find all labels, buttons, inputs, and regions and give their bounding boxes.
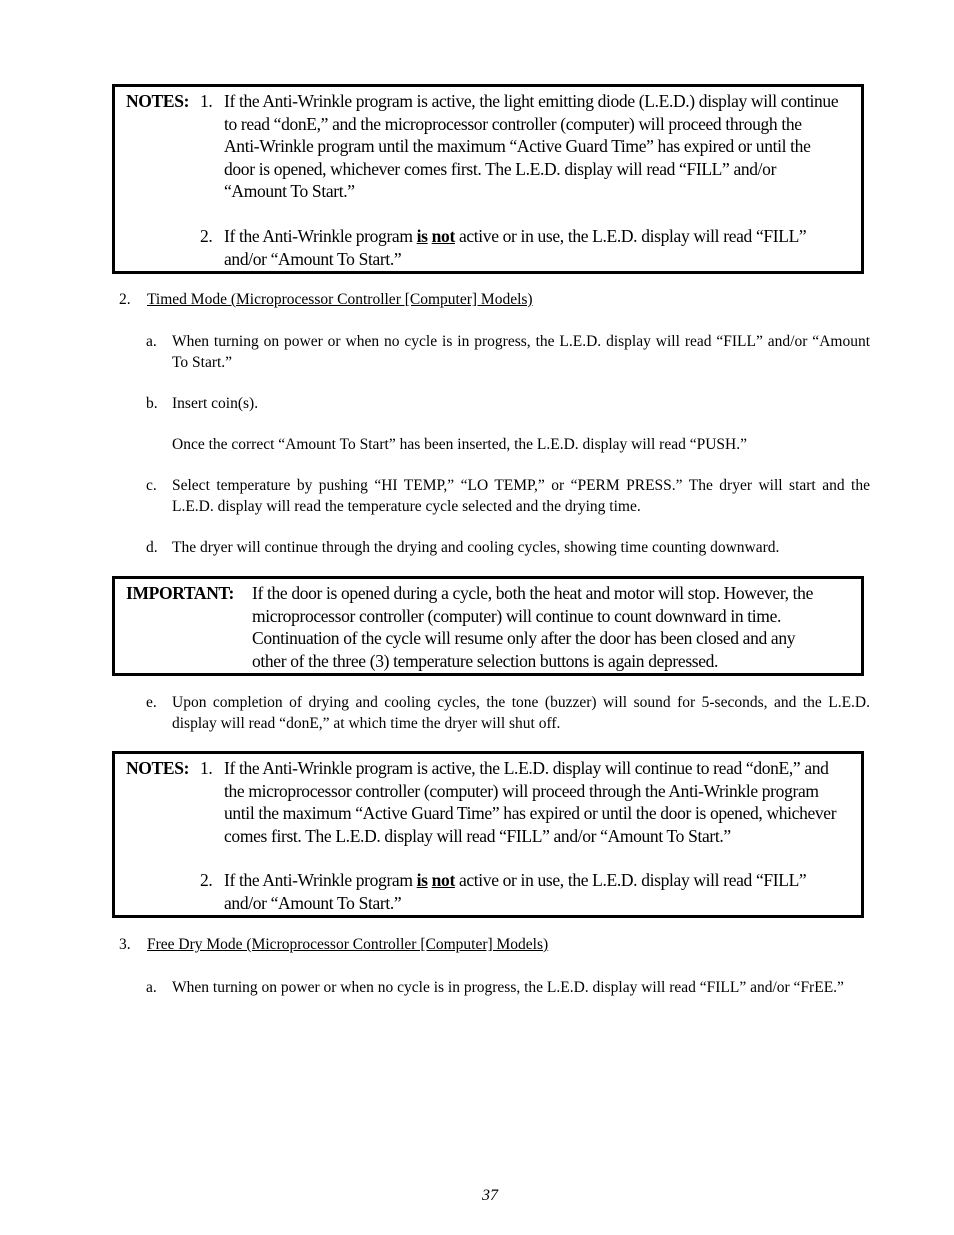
list-item <box>146 434 870 455</box>
note-line: to read “donE,” and the microprocessor controller (computer) will proceed through the <box>224 113 802 134</box>
note-span: active or in use, the L.E.D. display will read “FILL” <box>454 870 807 890</box>
emphasis-not: not <box>431 226 455 246</box>
item-text: Upon completion of drying and cooling cycles, the tone (buzzer) will sound for 5-seconds, and the L.E.D. display will read “donE,” at which time the dryer will shut off. <box>172 694 870 732</box>
important-line: other of the three (3) temperature selection buttons is again depressed. <box>252 650 719 671</box>
note-line: and/or “Amount To Start.” <box>224 248 402 269</box>
important-line: If the door is opened during a cycle, both the heat and motor will stop. However, the <box>252 583 813 603</box>
note-line: until the maximum “Active Guard Time” has expired or until the door is opened, whichever <box>224 803 837 823</box>
note-line: door is opened, whichever comes first. The L.E.D. display will read “FILL” and/or <box>224 158 777 179</box>
section-2-heading <box>119 291 533 309</box>
note-line <box>224 225 864 248</box>
list-item <box>146 331 870 373</box>
note-line <box>224 869 864 892</box>
emphasis-not: not <box>431 870 455 890</box>
note-line: and/or “Amount To Start.” <box>224 892 402 913</box>
list-item <box>146 537 870 558</box>
item-letter: c. <box>146 477 157 494</box>
note-text <box>224 869 864 914</box>
note-text <box>224 225 864 270</box>
notes-box-1 <box>112 84 864 274</box>
list-item <box>146 692 870 734</box>
notes-label: NOTES: <box>126 758 190 778</box>
note-line: comes first. The L.E.D. display will read “FILL” and/or “Amount To Start.” <box>224 825 731 846</box>
note-span: If the Anti-Wrinkle program <box>224 870 417 890</box>
notes-label: NOTES: <box>126 91 190 111</box>
notes-box-2 <box>112 751 864 918</box>
note-number: 2. <box>200 870 213 890</box>
page-number: 37 <box>482 1187 498 1204</box>
list-item <box>146 475 870 517</box>
note-line: the microprocessor controller (computer) will proceed through the Anti-Wrinkle program <box>224 780 819 801</box>
item-text: The dryer will continue through the drying and cooling cycles, showing time counting downward. <box>172 539 780 556</box>
note-line: Anti-Wrinkle program until the maximum “Active Guard Time” has expired or until the <box>224 136 811 156</box>
note-text <box>224 757 864 847</box>
item-letter: b. <box>146 395 158 412</box>
section-title: Free Dry Mode (Microprocessor Controller [Computer] Models) <box>147 936 549 953</box>
section-number: 2. <box>119 291 131 308</box>
important-text <box>252 582 862 672</box>
note-span: active or in use, the L.E.D. display will read “FILL” <box>454 226 807 246</box>
item-text: Insert coin(s). <box>172 395 259 412</box>
item-text: Once the correct “Amount To Start” has been inserted, the L.E.D. display will read “PUSH.” <box>172 436 747 453</box>
important-label: IMPORTANT: <box>126 583 235 603</box>
item-text: When turning on power or when no cycle is in progress, the L.E.D. display will read “FILL” and/or “FrEE.” <box>172 979 844 996</box>
item-letter: e. <box>146 694 157 711</box>
note-line: “Amount To Start.” <box>224 181 355 201</box>
note-line: If the Anti-Wrinkle program is active, the light emitting diode (L.E.D.) display will continue <box>224 91 839 111</box>
important-line: Continuation of the cycle will resume only after the door has been closed and any <box>252 628 796 648</box>
important-line: microprocessor controller (computer) will continue to count downward in time. <box>252 605 782 626</box>
item-letter: d. <box>146 539 158 556</box>
note-text <box>224 90 864 203</box>
emphasis-is: is <box>416 870 428 890</box>
item-letter: a. <box>146 979 157 996</box>
section-number: 3. <box>119 936 131 953</box>
list-item <box>146 393 870 414</box>
note-number: 2. <box>200 226 213 246</box>
item-text: When turning on power or when no cycle is in progress, the L.E.D. display will read “FILL” and/or “Amount To Start.” <box>172 333 870 371</box>
item-text: Select temperature by pushing “HI TEMP,” “LO TEMP,” or “PERM PRESS.” The dryer will start and the L.E.D. display will read the temperature cycle selected and the drying time. <box>172 477 870 515</box>
section-3-heading <box>119 936 549 954</box>
emphasis-is: is <box>416 226 428 246</box>
section-title: Timed Mode (Microprocessor Controller [Computer] Models) <box>147 291 533 308</box>
note-number: 1. <box>200 758 213 778</box>
note-span: If the Anti-Wrinkle program <box>224 226 417 246</box>
note-line: If the Anti-Wrinkle program is active, the L.E.D. display will continue to read “donE,” and <box>224 758 829 778</box>
item-letter: a. <box>146 333 157 350</box>
list-item <box>146 977 870 1019</box>
important-box <box>112 576 864 676</box>
note-number: 1. <box>200 91 213 111</box>
